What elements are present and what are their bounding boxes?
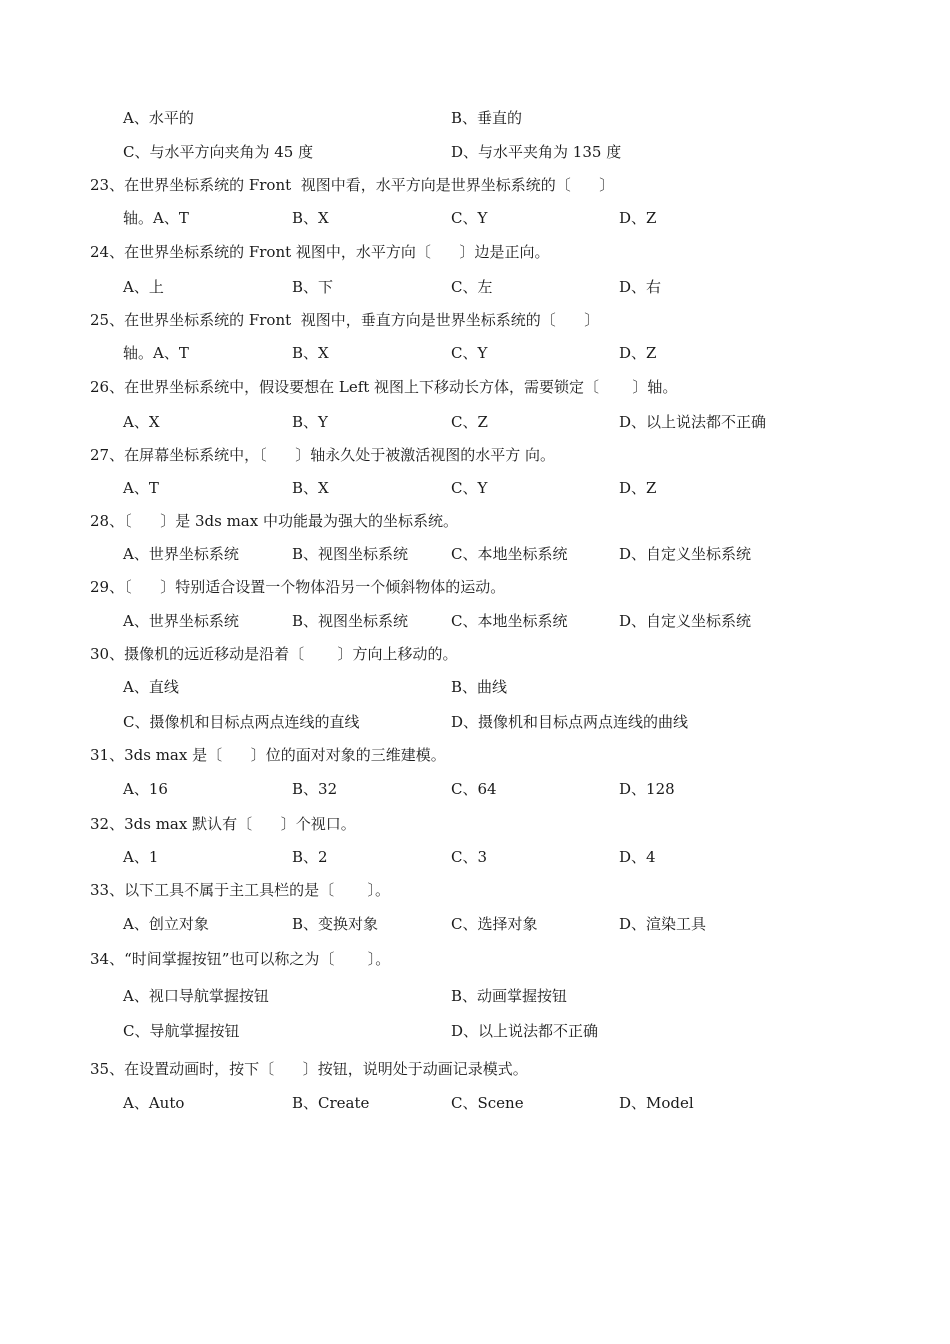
q29-option-c: C、本地坐标系统	[451, 612, 568, 630]
question-29: 29、〔 〕特别适合设置一个物体沿另一个倾斜物体的运动。	[90, 578, 506, 596]
q27-option-a: A、T	[123, 479, 159, 497]
q28-option-c: C、本地坐标系统	[451, 545, 568, 563]
q31-option-d: D、128	[619, 780, 675, 798]
q28-option-a: A、世界坐标系统	[123, 545, 239, 563]
question-30: 30、摄像机的远近移动是沿着〔 〕方向上移动的。	[90, 645, 458, 663]
question-32: 32、3ds max 默认有〔 〕个视口。	[90, 815, 356, 833]
q32-option-d: D、4	[619, 848, 656, 866]
q25-option-a: 轴。A、T	[123, 344, 189, 362]
q34-option-c: C、导航掌握按钮	[123, 1022, 240, 1040]
q28-option-b: B、视图坐标系统	[292, 545, 409, 563]
q27-option-d: D、Z	[619, 479, 657, 497]
q35-option-a: A、Auto	[123, 1094, 185, 1112]
q25-option-b: B、X	[292, 344, 329, 362]
q31-option-a: A、16	[123, 780, 168, 798]
q30-option-b: B、曲线	[451, 678, 508, 696]
question-28: 28、〔 〕是 3ds max 中功能最为强大的坐标系统。	[90, 512, 458, 530]
q22-option-a: A、水平的	[123, 109, 194, 127]
q34-option-b: B、动画掌握按钮	[451, 987, 568, 1005]
question-23: 23、在世界坐标系统的 Front 视图中看，水平方向是世界坐标系统的〔 〕	[90, 176, 615, 194]
q25-option-c: C、Y	[451, 344, 488, 362]
q29-option-d: D、自定义坐标系统	[619, 612, 752, 630]
question-35: 35、在设置动画时，按下〔 〕按钮，说明处于动画记录模式。	[90, 1060, 528, 1078]
q24-option-c: C、左	[451, 278, 493, 296]
q31-option-c: C、64	[451, 780, 497, 798]
q23-option-c: C、Y	[451, 209, 488, 227]
q25-option-d: D、Z	[619, 344, 657, 362]
question-27: 27、在屏幕坐标系统中，〔 〕轴永久处于被激活视图的水平方 向。	[90, 446, 555, 464]
q35-option-b: B、Create	[292, 1094, 370, 1112]
q22-option-d: D、与水平夹角为 135 度	[451, 143, 622, 161]
question-26: 26、在世界坐标系统中，假设要想在 Left 视图上下移动长方体，需要锁定〔 〕轴。	[90, 378, 678, 396]
q24-option-a: A、上	[123, 278, 164, 296]
q23-option-b: B、X	[292, 209, 329, 227]
q23-option-a: 轴。A、T	[123, 209, 189, 227]
q24-option-d: D、右	[619, 278, 662, 296]
question-31: 31、3ds max 是〔 〕位的面对对象的三维建模。	[90, 746, 446, 764]
q35-option-d: D、Model	[619, 1094, 694, 1112]
q30-option-c: C、摄像机和目标点两点连线的直线	[123, 713, 360, 731]
question-24: 24、在世界坐标系统的 Front 视图中，水平方向〔 〕边是正向。	[90, 243, 550, 261]
q33-option-b: B、变换对象	[292, 915, 379, 933]
q22-option-b: B、垂直的	[451, 109, 523, 127]
q33-option-a: A、创立对象	[123, 915, 209, 933]
q31-option-b: B、32	[292, 780, 338, 798]
q32-option-a: A、1	[123, 848, 159, 866]
q24-option-b: B、下	[292, 278, 334, 296]
q26-option-a: A、X	[123, 413, 160, 431]
q33-option-c: C、选择对象	[451, 915, 538, 933]
q26-option-c: C、Z	[451, 413, 488, 431]
question-34: 34、“时间掌握按钮”也可以称之为〔 〕。	[90, 950, 391, 968]
q28-option-d: D、自定义坐标系统	[619, 545, 752, 563]
question-33: 33、以下工具不属于主工具栏的是〔 〕。	[90, 881, 390, 899]
q22-option-c: C、与水平方向夹角为 45 度	[123, 143, 314, 161]
q32-option-c: C、3	[451, 848, 488, 866]
q35-option-c: C、Scene	[451, 1094, 524, 1112]
q26-option-d: D、以上说法都不正确	[619, 413, 767, 431]
q33-option-d: D、渲染工具	[619, 915, 707, 933]
q34-option-a: A、视口导航掌握按钮	[123, 987, 269, 1005]
q23-option-d: D、Z	[619, 209, 657, 227]
q29-option-a: A、世界坐标系统	[123, 612, 239, 630]
q32-option-b: B、2	[292, 848, 328, 866]
q29-option-b: B、视图坐标系统	[292, 612, 409, 630]
q27-option-c: C、Y	[451, 479, 488, 497]
q30-option-d: D、摄像机和目标点两点连线的曲线	[451, 713, 689, 731]
q27-option-b: B、X	[292, 479, 329, 497]
q30-option-a: A、直线	[123, 678, 179, 696]
question-25: 25、在世界坐标系统的 Front 视图中，垂直方向是世界坐标系统的〔 〕	[90, 311, 600, 329]
q26-option-b: B、Y	[292, 413, 328, 431]
q34-option-d: D、以上说法都不正确	[451, 1022, 599, 1040]
